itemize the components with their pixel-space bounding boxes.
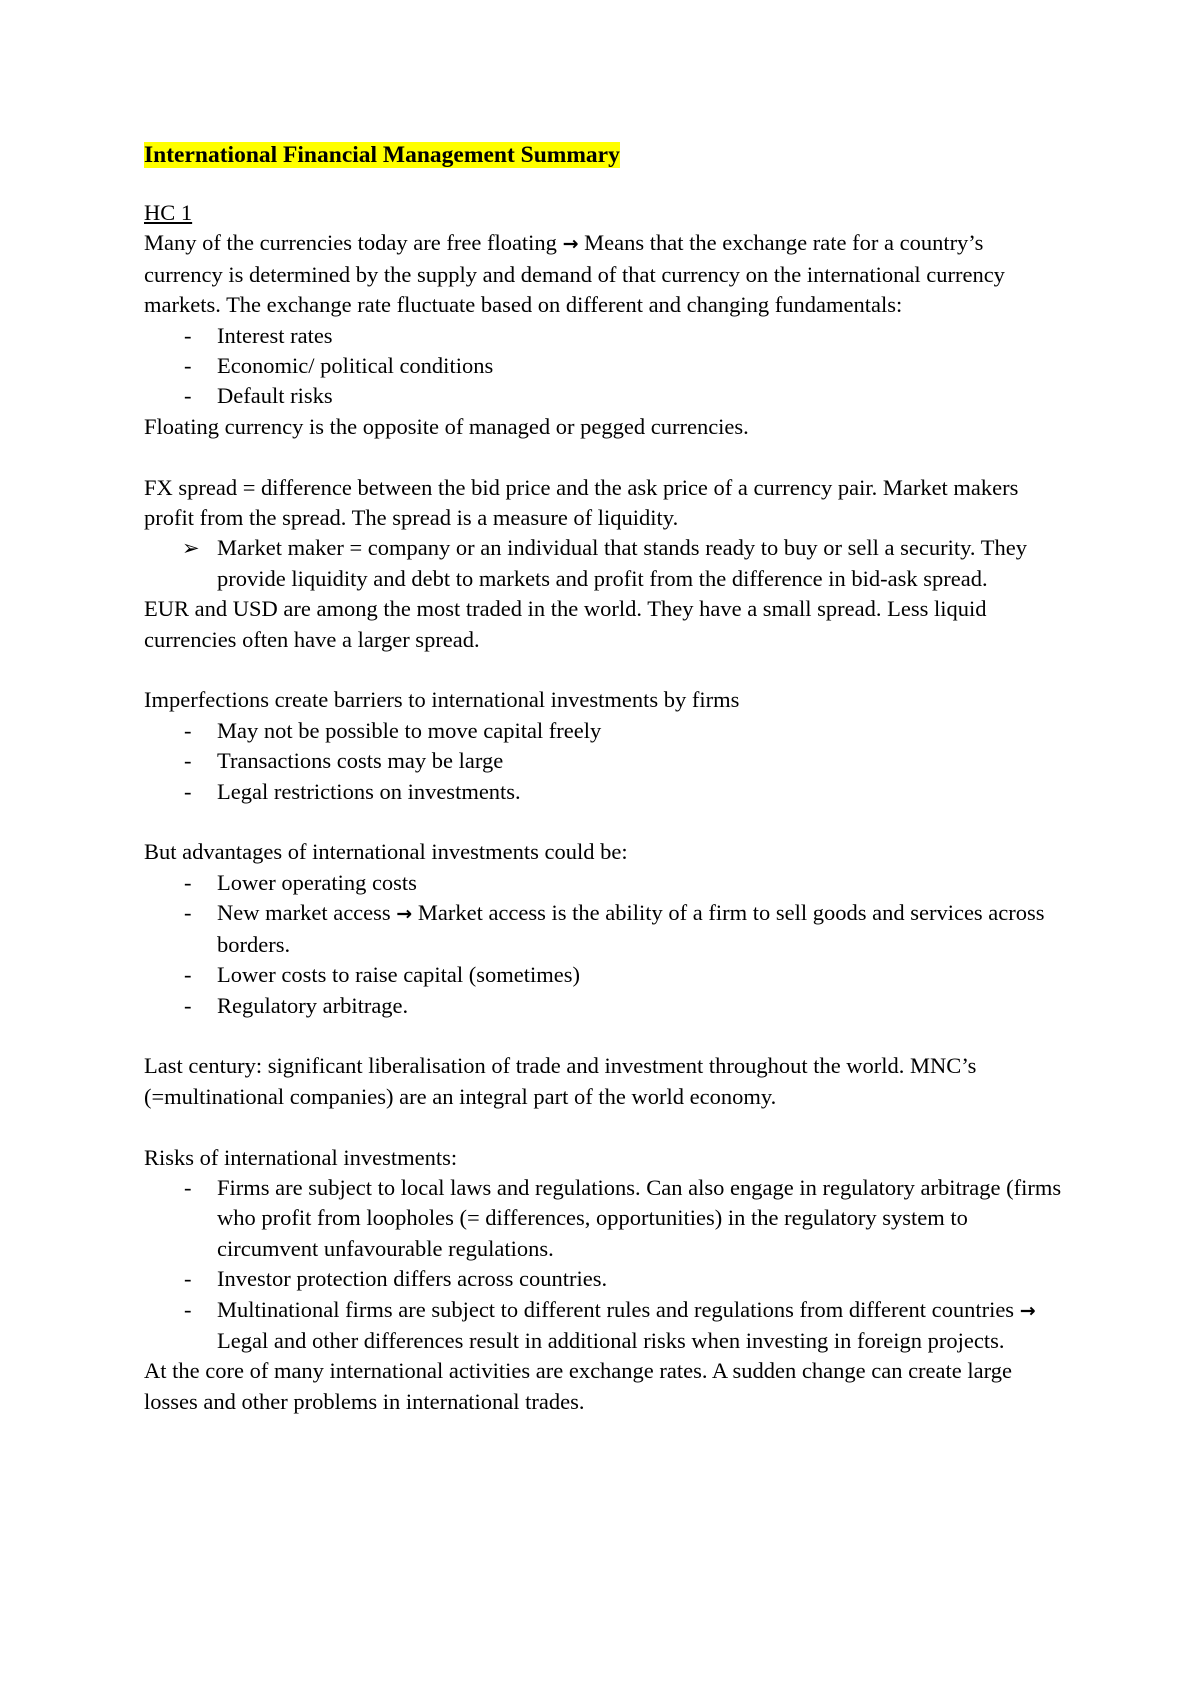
document-page bbox=[144, 138, 1064, 1417]
paragraph-advantages: But advantages of international investments could be: bbox=[144, 839, 628, 865]
section-heading-hc1: HC 1 bbox=[144, 200, 193, 225]
paragraph-eur-usd: EUR and USD are among the most traded in the world. They have a small spread. Less liquid currencies often have a larger spread. bbox=[144, 596, 987, 652]
paragraph-last-century: Last century: significant liberalisation of trade and investment throughout the world. MNC’s (=multinational companies) are an integral part of the world economy. bbox=[144, 1053, 977, 1109]
paragraph-risks: Risks of international investments: bbox=[144, 1144, 458, 1170]
paragraph-free-floating: Many of the currencies today are free floating → Means that the exchange rate for a country’s currency is determined by the supply and demand of that currency on the international currency markets. The exchange rate fluctuate based on different and changing fundamentals: bbox=[144, 230, 1005, 318]
arrow-right-icon: → bbox=[1019, 1299, 1036, 1322]
paragraph-core: At the core of many international activities are exchange rates. A sudden change can create large losses and other problems in international trades. bbox=[144, 1358, 1012, 1414]
dash-marker: - bbox=[184, 322, 192, 348]
arrowhead-bullet-icon: ➢ bbox=[182, 536, 200, 561]
risks-list bbox=[144, 1173, 1064, 1356]
list-item: - Investor protection differs across countries. bbox=[144, 1264, 1064, 1294]
imperfections-list bbox=[144, 716, 1064, 807]
dash-marker: - bbox=[184, 1174, 192, 1200]
dash-marker: - bbox=[184, 992, 192, 1018]
document-title bbox=[144, 138, 1064, 172]
dash-marker: - bbox=[184, 748, 192, 774]
list-item: - Regulatory arbitrage. bbox=[144, 991, 1064, 1021]
list-item: - Lower costs to raise capital (sometimes) bbox=[144, 960, 1064, 990]
title-highlight: International Financial Management Summary bbox=[144, 142, 620, 168]
list-item: - Interest rates bbox=[144, 321, 1064, 351]
dash-marker: - bbox=[184, 383, 192, 409]
market-maker-list bbox=[144, 533, 1064, 594]
list-item: - May not be possible to move capital freely bbox=[144, 716, 1064, 746]
list-item: - New market access → Market access is the ability of a firm to sell goods and services across borders. bbox=[184, 900, 1045, 957]
dash-marker: - bbox=[184, 962, 192, 988]
list-item: ➢ Market maker = company or an individual that stands ready to buy or sell a security. They provide liquidity and debt to markets and profit from the difference in bid-ask spread. bbox=[182, 535, 1027, 591]
fundamentals-list bbox=[144, 321, 1064, 412]
list-item: - Lower operating costs bbox=[144, 868, 1064, 898]
dash-marker: - bbox=[184, 900, 192, 926]
list-item: - Firms are subject to local laws and regulations. Can also engage in regulatory arbitrage (firms who profit from loopholes (= differences, opportunities) in the regulatory system to circumvent unfavourable regulations. bbox=[184, 1174, 1062, 1261]
paragraph-floating-note: Floating currency is the opposite of managed or pegged currencies. bbox=[144, 413, 749, 439]
dash-marker: - bbox=[184, 778, 192, 804]
arrow-right-icon: → bbox=[562, 233, 579, 256]
dash-marker: - bbox=[184, 1266, 192, 1292]
dash-marker: - bbox=[184, 1296, 192, 1322]
dash-marker: - bbox=[184, 717, 192, 743]
list-item: - Default risks bbox=[144, 381, 1064, 411]
paragraph-fx-spread: FX spread = difference between the bid price and the ask price of a currency pair. Market makers profit from the spread. The spread is a measure of liquidity. bbox=[144, 474, 1019, 531]
list-item: - Legal restrictions on investments. bbox=[144, 777, 1064, 807]
list-item: - Economic/ political conditions bbox=[144, 351, 1064, 381]
dash-marker: - bbox=[184, 353, 192, 379]
advantages-list bbox=[144, 868, 1064, 1021]
arrow-right-icon: → bbox=[396, 903, 413, 926]
list-item: - Transactions costs may be large bbox=[144, 746, 1064, 776]
list-item: - Multinational firms are subject to different rules and regulations from different countries → Legal and other differences result in additional risks when investing in foreign projects. bbox=[184, 1296, 1036, 1353]
dash-marker: - bbox=[184, 869, 192, 895]
paragraph-imperfections: Imperfections create barriers to international investments by firms bbox=[144, 687, 740, 713]
